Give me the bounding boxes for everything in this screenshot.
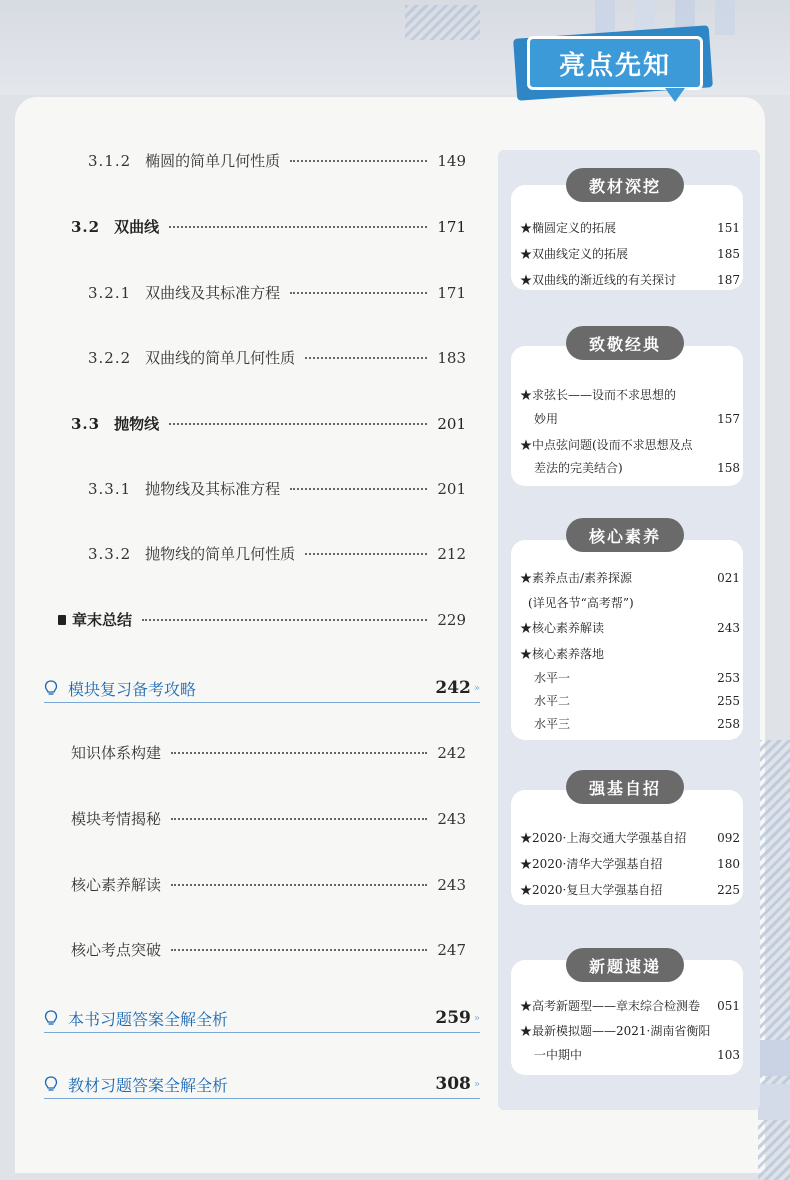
panel-item-page: 103 — [717, 1048, 740, 1062]
panel-item-page: 253 — [717, 671, 740, 685]
panel-heading: 强基自招 — [566, 770, 684, 804]
panel-item[interactable] — [520, 1022, 740, 1039]
panel-item-page: 185 — [717, 247, 740, 261]
panel-item-page: 180 — [717, 857, 740, 871]
toc-number: 3.2.1 — [88, 284, 132, 302]
toc-page: 149 — [437, 152, 466, 170]
module-heading[interactable] — [44, 1004, 480, 1033]
panel-item-text: ★求弦长——设而不求思想的 — [520, 388, 677, 402]
panel-item[interactable] — [528, 594, 740, 611]
panel-item-text: ★中点弦问题(设而不求思想及点 — [520, 438, 693, 452]
panel-item-text: (详见各节“高考帮”) — [528, 596, 634, 610]
toc-title: 双曲线的简单几何性质 — [145, 349, 296, 367]
panel-item-text: ★2020·清华大学强基自招 — [520, 857, 663, 871]
module-title: 本书习题答案全解全析 — [68, 1009, 229, 1029]
panel-item[interactable] — [520, 386, 740, 403]
panel-item-page: 225 — [717, 883, 740, 897]
panel-item-page: 092 — [717, 831, 740, 845]
panel-item[interactable] — [520, 855, 740, 872]
toc-title: 核心考点突破 — [71, 941, 162, 959]
panel-item[interactable] — [520, 881, 740, 898]
leader-dots — [171, 884, 427, 886]
leader-dots — [171, 818, 427, 820]
module-title: 教材习题答案全解全析 — [68, 1075, 229, 1095]
panel-item-page: 021 — [717, 571, 740, 585]
toc-section[interactable] — [71, 413, 466, 434]
panel-item-text: ★核心素养落地 — [520, 647, 605, 661]
panel-item-page: 158 — [717, 461, 740, 475]
panel-item-text: 水平一 — [534, 671, 571, 685]
toc-title: 椭圆的简单几何性质 — [145, 152, 281, 170]
panel-item[interactable] — [534, 1046, 740, 1063]
panel-item[interactable] — [520, 219, 740, 236]
panel-item-page: 151 — [717, 221, 740, 235]
toc-title: 模块考情揭秘 — [71, 810, 162, 828]
toc-number: 3.2 — [71, 218, 101, 236]
toc-section[interactable] — [71, 216, 466, 237]
bulb-icon — [44, 680, 58, 696]
toc-entry[interactable] — [88, 543, 466, 564]
toc-entry[interactable] — [88, 347, 466, 368]
toc-title: 知识体系构建 — [71, 744, 162, 762]
panel-item[interactable] — [534, 669, 740, 686]
bulb-icon — [44, 1076, 58, 1092]
panel-item[interactable] — [520, 271, 740, 288]
toc-entry[interactable] — [71, 939, 466, 960]
toc-number: 3.3.2 — [88, 545, 132, 563]
toc-page: 212 — [437, 545, 466, 563]
panel-item-text: ★最新模拟题——2021·湖南省衡阳 — [520, 1024, 711, 1038]
badge-title: 亮点先知 — [527, 36, 703, 90]
toc-number: 3.2.2 — [88, 349, 132, 367]
leader-dots — [169, 423, 427, 425]
toc-entry[interactable] — [71, 742, 466, 763]
toc-page: 242 — [437, 744, 466, 762]
leader-dots — [305, 553, 427, 555]
panel-item-page: 243 — [717, 621, 740, 635]
toc-page: 247 — [437, 941, 466, 959]
toc-page: 171 — [437, 284, 466, 302]
panel-item[interactable] — [534, 410, 740, 427]
bulb-icon — [44, 1010, 58, 1026]
toc-chapter-summary[interactable] — [58, 609, 466, 630]
module-title: 模块复习备考攻略 — [68, 679, 197, 699]
toc-title: 双曲线 — [114, 218, 160, 236]
toc-page: 229 — [437, 611, 466, 629]
toc-page: 171 — [437, 218, 466, 236]
leader-dots — [142, 619, 427, 621]
toc-entry[interactable] — [71, 808, 466, 829]
panel-item[interactable] — [534, 715, 740, 732]
panel-item-text: ★核心素养解读 — [520, 621, 605, 635]
panel-heading: 新题速递 — [566, 948, 684, 982]
toc-page: 201 — [437, 480, 466, 498]
toc-page: 243 — [437, 876, 466, 894]
module-page: 242 — [435, 678, 471, 698]
panel-item-text: ★2020·复旦大学强基自招 — [520, 883, 663, 897]
panel-item-text: 一中期中 — [534, 1048, 583, 1062]
toc-number: 3.3 — [71, 415, 101, 433]
badge-tail — [665, 88, 685, 102]
panel-item-text: ★高考新题型——章末综合检测卷 — [520, 999, 701, 1013]
toc-number: 3.3.1 — [88, 480, 132, 498]
leader-dots — [171, 752, 427, 754]
panel-item[interactable] — [520, 645, 740, 662]
toc-title: 核心素养解读 — [71, 876, 162, 894]
toc-number: 3.1.2 — [88, 152, 132, 170]
panel-item[interactable] — [520, 619, 740, 636]
toc-page: 183 — [437, 349, 466, 367]
panel-item-text: ★双曲线的渐近线的有关探讨 — [520, 273, 677, 287]
section-badge — [515, 32, 715, 112]
panel-item-text: 水平二 — [534, 694, 571, 708]
panel-item-text: 差法的完美结合) — [534, 461, 623, 475]
panel-heading: 教材深挖 — [566, 168, 684, 202]
panel-heading: 核心素养 — [566, 518, 684, 552]
panel-item[interactable] — [520, 829, 740, 846]
chevron-right-icon: » — [473, 1012, 480, 1024]
panel-item-text: ★2020·上海交通大学强基自招 — [520, 831, 687, 845]
panel-item[interactable] — [520, 569, 740, 586]
panel-item-page: 051 — [717, 999, 740, 1013]
leader-dots — [171, 949, 427, 951]
chevron-right-icon: » — [473, 1078, 480, 1090]
toc-entry[interactable] — [88, 478, 466, 499]
toc-page: 243 — [437, 810, 466, 828]
panel-item-text: 水平三 — [534, 717, 571, 731]
toc-title: 章末总结 — [72, 611, 133, 629]
toc-page: 201 — [437, 415, 466, 433]
toc-title: 抛物线 — [114, 415, 160, 433]
module-heading[interactable] — [44, 674, 480, 703]
panel-item[interactable] — [520, 245, 740, 262]
panel-item[interactable] — [520, 997, 740, 1014]
panel-item-text: ★双曲线定义的拓展 — [520, 247, 629, 261]
panel-item-text: ★素养点击/素养探源 — [520, 571, 633, 585]
panel-item[interactable] — [520, 436, 740, 453]
decorative-blocks-right — [758, 1040, 790, 1120]
leader-dots — [290, 292, 427, 294]
toc-entry[interactable] — [88, 282, 466, 303]
chapter-marker-icon — [58, 615, 66, 625]
chevron-right-icon: » — [473, 682, 480, 694]
panel-item-page: 258 — [717, 717, 740, 731]
toc-title: 抛物线及其标准方程 — [145, 480, 281, 498]
leader-dots — [305, 357, 427, 359]
leader-dots — [169, 226, 427, 228]
panel-item-page: 157 — [717, 412, 740, 426]
decorative-stripes — [405, 5, 480, 40]
toc-entry[interactable] — [71, 874, 466, 895]
module-page: 259 — [435, 1008, 471, 1028]
toc-title: 抛物线的简单几何性质 — [145, 545, 296, 563]
leader-dots — [290, 160, 427, 162]
leader-dots — [290, 488, 427, 490]
toc-entry[interactable] — [88, 150, 466, 171]
panel-item-page: 187 — [717, 273, 740, 287]
panel-item[interactable] — [534, 459, 740, 476]
panel-heading: 致敬经典 — [566, 326, 684, 360]
panel-item[interactable] — [534, 692, 740, 709]
panel-item-text: 妙用 — [534, 412, 559, 426]
panel-item-text: ★椭圆定义的拓展 — [520, 221, 617, 235]
module-page: 308 — [435, 1074, 471, 1094]
module-heading[interactable] — [44, 1070, 480, 1099]
toc-title: 双曲线及其标准方程 — [145, 284, 281, 302]
panel-item-page: 255 — [717, 694, 740, 708]
